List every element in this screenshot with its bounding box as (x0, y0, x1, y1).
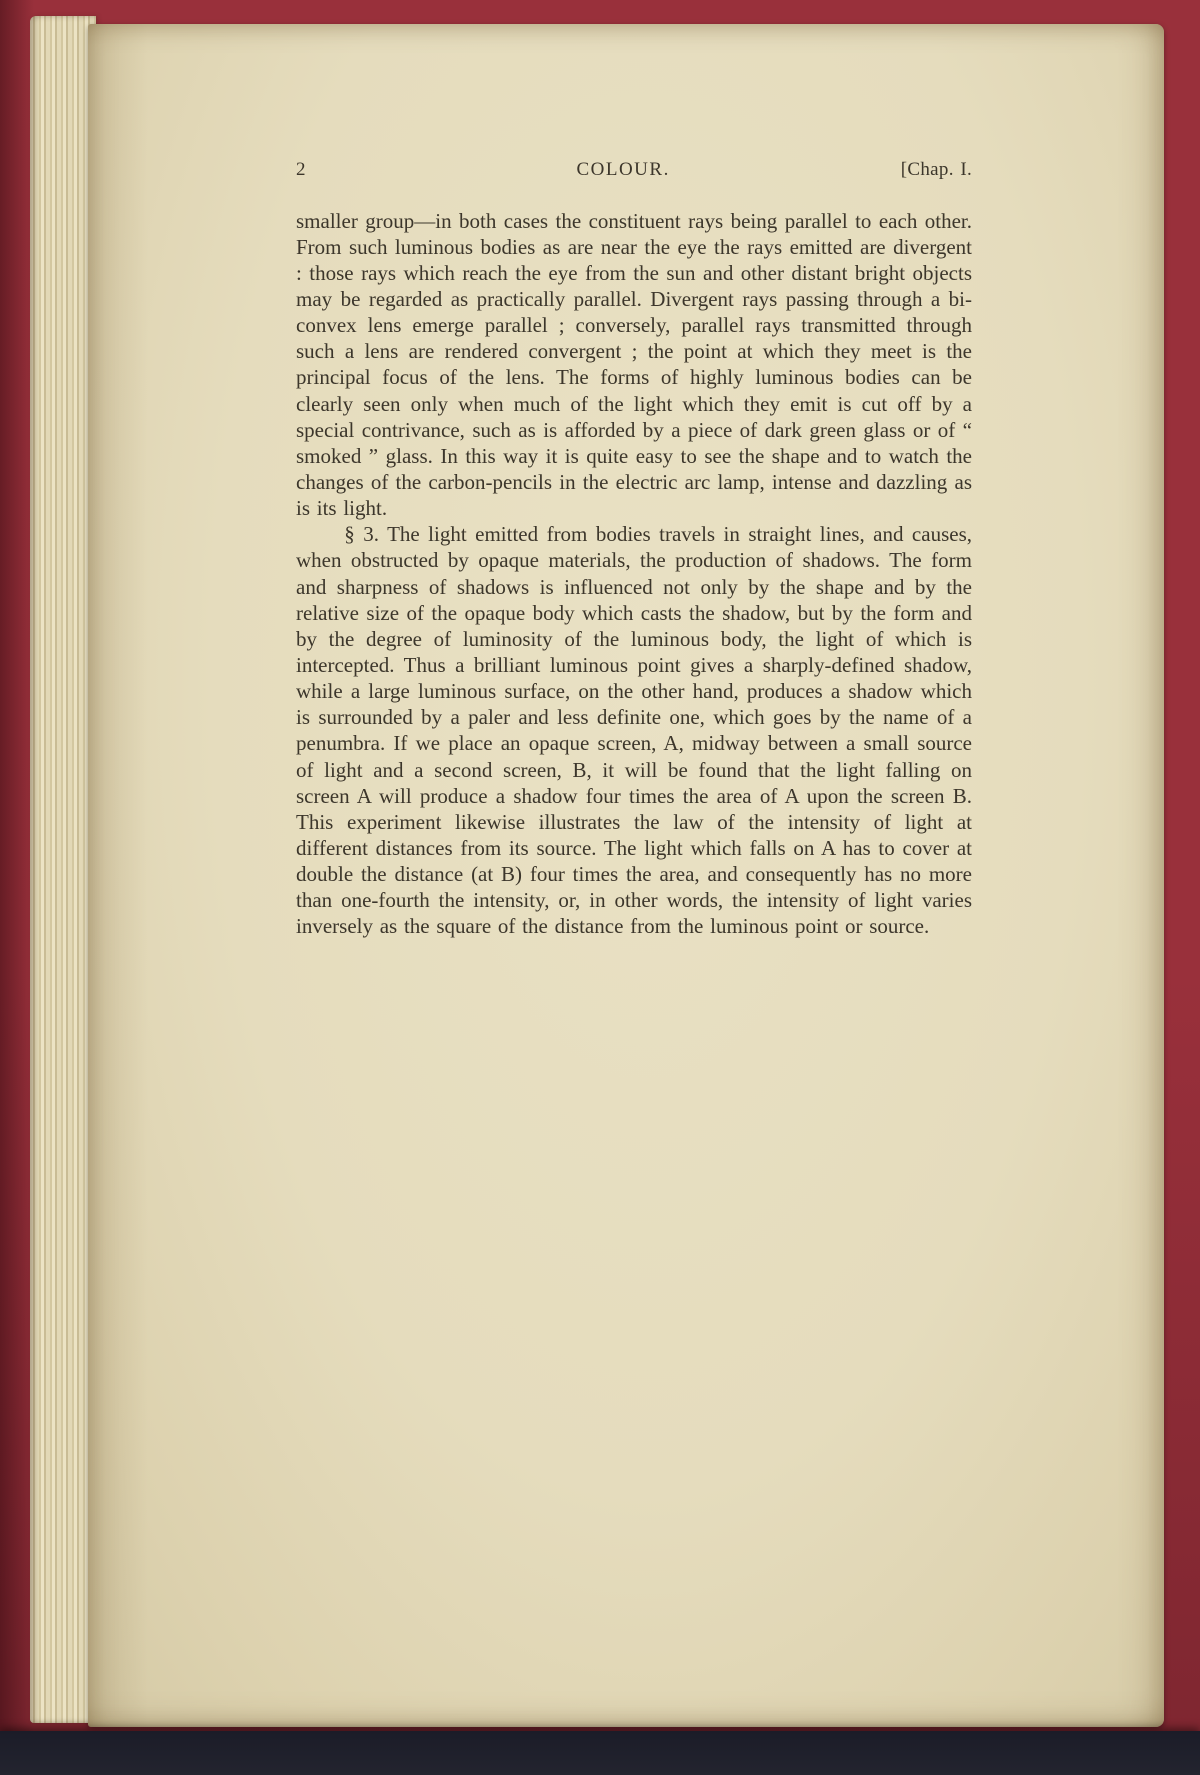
running-title: COLOUR. (576, 159, 670, 180)
page-number: 2 (296, 159, 306, 180)
book-page (88, 24, 1164, 1727)
book-bottom-edge (0, 1731, 1200, 1775)
chapter-heading: [Chap. I. (900, 159, 972, 180)
body-paragraph-1: smaller group—in both cases the constituent rays being parallel to each other. From such luminous bodies as are near the eye the rays emitted are divergent : those rays which reach the eye from the sun and other distant bright objects may be regarded as practically parallel. Divergent rays passing through a bi-convex lens emerge parallel ; conversely, parallel rays transmitted through such a lens are rendered convergent ; the point at which they meet is the principal focus of the lens. The forms of highly luminous bodies can be clearly seen only when much of the light which they emit is cut off by a special contrivance, such as is afforded by a piece of dark green glass or of “ smoked ” glass. In this way it is quite easy to see the shape and to watch the changes of the carbon-pencils in the electric arc lamp, intense and dazzling as is its light. (296, 208, 972, 521)
page-text-block (296, 158, 972, 940)
page-gutter-shadow (88, 24, 148, 1727)
body-paragraph-2: § 3. The light emitted from bodies travels in straight lines, and causes, when obstructed by opaque materials, the production of shadows. The form and sharpness of shadows is influenced not only by the shape and by the relative size of the opaque body which casts the shadow, but by the form and by the degree of luminosity of the luminous body, the light of which is intercepted. Thus a brilliant luminous point gives a sharply-defined shadow, while a large luminous surface, on the other hand, produces a shadow which is surrounded by a paler and less definite one, which goes by the name of a penumbra. If we place an opaque screen, A, midway between a small source of light and a second screen, B, it will be found that the light falling on screen A will produce a shadow four times the area of A upon the screen B. This experiment likewise illustrates the law of the intensity of light at different distances from its source. The light which falls on A has to cover at double the distance (at B) four times the area, and consequently has no more than one-fourth the intensity, or, in other words, the intensity of light varies inversely as the square of the distance from the luminous point or source. (296, 522, 972, 939)
book-cover-spine (0, 0, 34, 1775)
page-edges-stack (30, 16, 96, 1723)
page-header (296, 158, 972, 182)
